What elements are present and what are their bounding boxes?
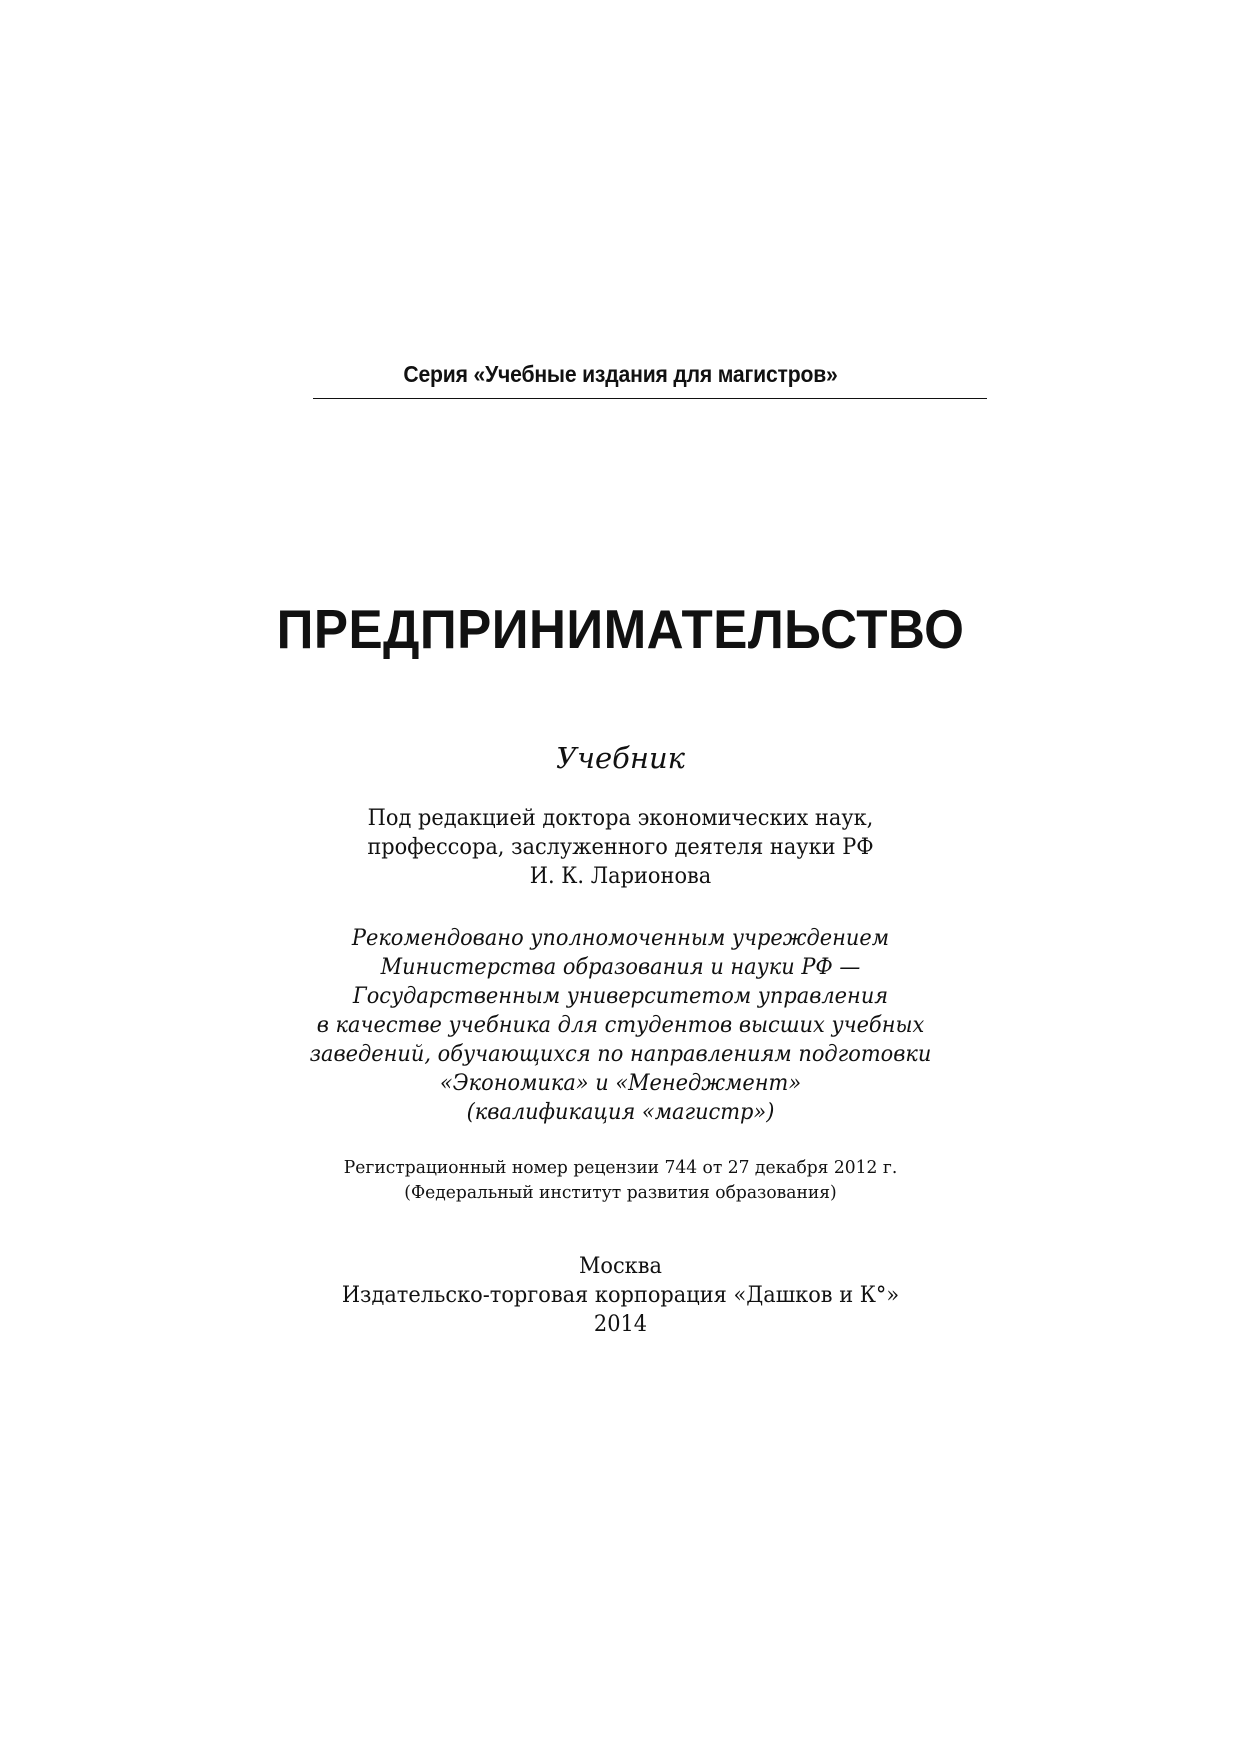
series-divider (313, 398, 987, 399)
recommendation-line: в качестве учебника для студентов высших учебных (316, 1013, 925, 1038)
recommendation-line: заведений, обучающихся по направлениям подготовки (309, 1042, 932, 1067)
editor-line: Под редакцией доктора экономических наук, (367, 806, 874, 831)
imprint-publisher: Издательско-торговая корпорация «Дашков и К°» (341, 1283, 900, 1308)
recommendation-line: Рекомендовано уполномоченным учреждением (351, 926, 890, 951)
recommendation-block (31, 924, 1210, 1127)
recommendation-line: Министерства образования и науки РФ — (380, 955, 861, 980)
recommendation-line: (квалификация «магистр») (466, 1100, 775, 1125)
book-subtitle: Учебник (556, 741, 685, 775)
editor-line: профессора, заслуженного деятеля науки РФ (367, 835, 874, 860)
series-heading: Серия «Учебные издания для магистров» (403, 361, 838, 387)
registration-line: Регистрационный номер рецензии 744 от 27 декабря 2012 г. (343, 1157, 898, 1178)
registration-line: (Федеральный институт развития образования) (404, 1182, 837, 1203)
imprint-block (31, 1252, 1210, 1339)
recommendation-line: «Экономика» и «Менеджмент» (439, 1071, 802, 1096)
editor-line: И. К. Ларионова (529, 864, 712, 889)
editor-block (31, 804, 1210, 891)
recommendation-line: Государственным университетом управления (352, 984, 889, 1009)
imprint-city: Москва (578, 1254, 662, 1279)
book-title: ПРЕДПРИНИМАТЕЛЬСТВО (276, 598, 965, 660)
registration-block (31, 1155, 1210, 1205)
imprint-year: 2014 (593, 1312, 648, 1337)
